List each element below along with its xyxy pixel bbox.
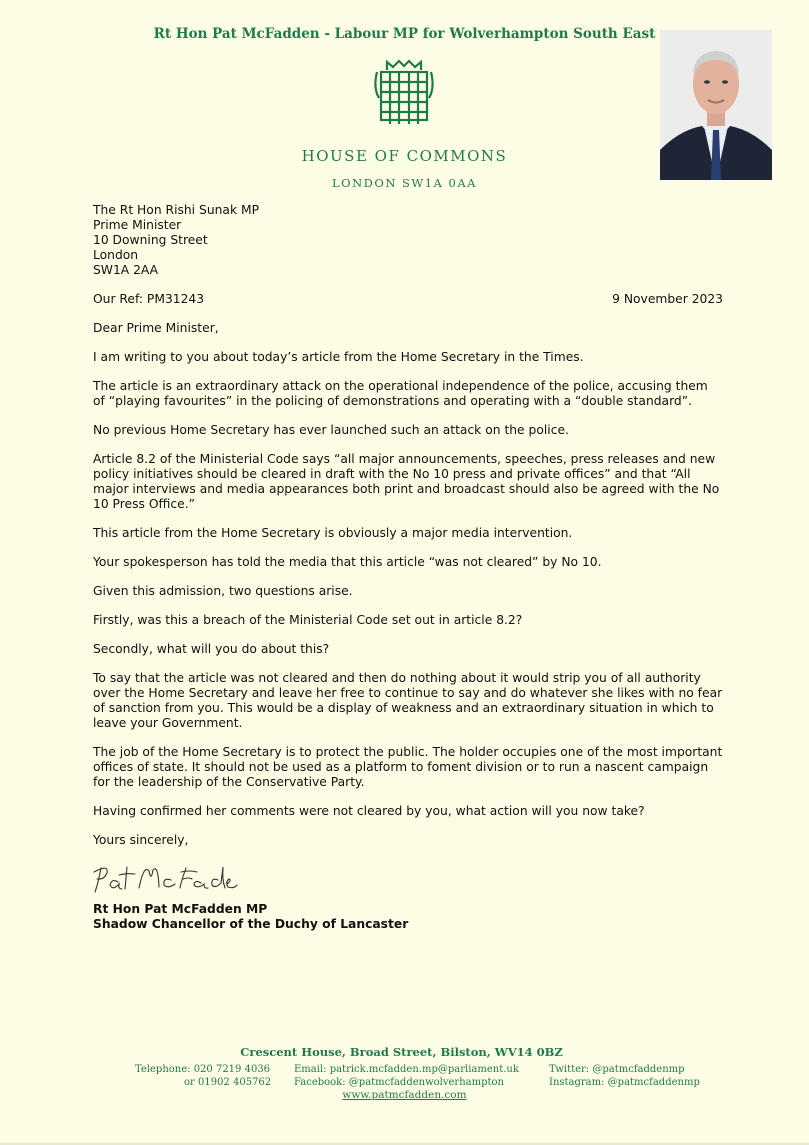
recipient-address xyxy=(93,203,723,278)
mp-portrait-photo xyxy=(660,30,772,180)
letter-body xyxy=(93,203,723,932)
footer-twitter[interactable]: Twitter: @patmcfaddenmp xyxy=(549,1064,685,1075)
paragraph: Secondly, what will you do about this? xyxy=(93,642,330,656)
signer-title: Shadow Chancellor of the Duchy of Lancaster xyxy=(93,917,409,931)
footer-email[interactable]: Email: patrick.mcfadden.mp@parliament.uk xyxy=(294,1064,519,1075)
constituency-office-address: Crescent House, Broad Street, Bilston, WV14 0BZ xyxy=(240,1045,563,1059)
house-of-commons-address: LONDON SW1A 0AA xyxy=(332,176,477,190)
recipient-line: The Rt Hon Rishi Sunak MP xyxy=(93,203,259,217)
recipient-line: SW1A 2AA xyxy=(93,263,159,277)
paragraph: Firstly, was this a breach of the Ministerial Code set out in article 8.2? xyxy=(93,613,523,627)
footer-telephone: Telephone: 020 7219 4036 xyxy=(135,1064,271,1075)
recipient-line: 10 Downing Street xyxy=(93,233,208,247)
reference-line xyxy=(93,292,723,307)
paragraph: Given this admission, two questions arise. xyxy=(93,584,353,598)
paragraph: To say that the article was not cleared and then do nothing about it would strip you of all authority over the Home Secretary and leave her free to continue to say and do whatever she likes with no fear of sanction from you. This would be a display of weakness and an extraordinary situation in which to leave your Government. xyxy=(93,671,723,730)
paragraph: Article 8.2 of the Ministerial Code says “all major announcements, speeches, press releases and new policy initiatives should be cleared in draft with the No 10 press and private offices” and that “All major interviews and media appearances both print and broadcast should also be agreed with the No 10 Press Office.” xyxy=(93,452,720,511)
footer-social-block xyxy=(549,1063,700,1089)
footer-contact-block xyxy=(294,1063,519,1089)
paragraph: Having confirmed her comments were not cleared by you, what action will you now take? xyxy=(93,804,645,818)
footer-instagram[interactable]: Instagram: @patmcfaddenmp xyxy=(549,1077,700,1088)
portcullis-crest-icon xyxy=(373,58,435,128)
paragraph: Your spokesperson has told the media that this article “was not cleared” by No 10. xyxy=(93,555,602,569)
mp-header-line: Rt Hon Pat McFadden - Labour MP for Wolverhampton South East xyxy=(153,26,656,42)
recipient-line: Prime Minister xyxy=(93,218,182,232)
closing: Yours sincerely, xyxy=(93,833,189,847)
paragraph: This article from the Home Secretary is obviously a major media intervention. xyxy=(93,526,573,540)
footer-website-link[interactable]: www.patmcfadden.com xyxy=(342,1089,467,1101)
signer-name: Rt Hon Pat McFadden MP xyxy=(93,902,268,916)
paragraph: The article is an extraordinary attack on the operational independence of the police, accusing them of “playing favourites” in the policing of demonstrations and operating with a “double standard”. xyxy=(93,379,708,408)
paragraph: No previous Home Secretary has ever launched such an attack on the police. xyxy=(93,423,569,437)
salutation: Dear Prime Minister, xyxy=(93,321,219,335)
house-of-commons-title: HOUSE OF COMMONS xyxy=(301,147,508,165)
reference-number: Our Ref: PM31243 xyxy=(93,292,205,306)
letter-date: 9 November 2023 xyxy=(612,292,723,306)
footer-telephone-alt: or 01902 405762 xyxy=(184,1077,272,1088)
recipient-line: London xyxy=(93,248,139,262)
handwritten-signature xyxy=(91,858,241,896)
footer-facebook[interactable]: Facebook: @patmcfaddenwolverhampton xyxy=(294,1077,504,1088)
footer-telephone-block xyxy=(135,1063,271,1089)
paragraph: The job of the Home Secretary is to protect the public. The holder occupies one of the most important offices of state. It should not be used as a platform to foment division or to run a nascent campaign for the leadership of the Conservative Party. xyxy=(93,745,723,789)
paragraph: I am writing to you about today’s article from the Home Secretary in the Times. xyxy=(93,350,584,364)
letter-footer xyxy=(0,1045,809,1101)
